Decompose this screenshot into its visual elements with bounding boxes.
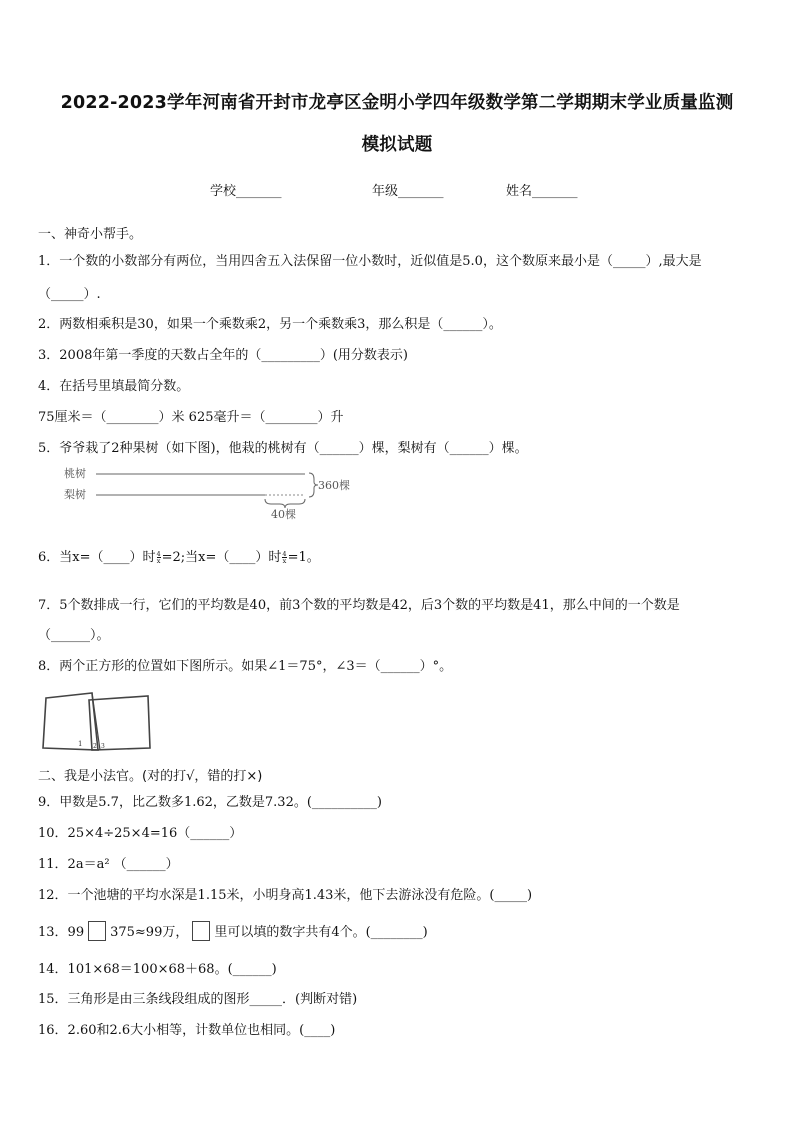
section1-heading: 一、神奇小帮手。 (38, 227, 143, 242)
question-4-subline: 75厘米＝（________）米 625毫升＝（________）升 (38, 410, 344, 425)
digit-blank-box[interactable] (88, 921, 106, 941)
name-field[interactable]: 姓名_______ (506, 184, 578, 199)
fruit-tree-diagram (60, 462, 370, 522)
question-14: 14．101×68＝100×68＋68。(______) (38, 962, 277, 977)
fraction-4-over-x: $\frac{4}{x}$ (156, 550, 161, 565)
question-7-line2: （______）。 (38, 628, 110, 643)
peach-tree-label: 桃树 (64, 467, 86, 480)
angle-3-label: 3 (101, 743, 105, 750)
school-field[interactable]: 学校_______ (210, 184, 282, 199)
difference-brace (265, 499, 305, 508)
question-5: 5．爷爷栽了2种果树（如下图)，他栽的桃树有（______）棵，梨树有（______）棵。 (38, 441, 528, 456)
question-4: 4．在括号里填最简分数。 (38, 379, 190, 394)
question-1-line1: 1．一个数的小数部分有两位，当用四舍五入法保留一位小数时，近似值是5.0，这个数原来最小是（_____）,最大是 (38, 254, 702, 269)
question-16: 16．2.60和2.6大小相等，计数单位也相同。(____) (38, 1023, 336, 1038)
question-15: 15．三角形是由三条线段组成的图形_____．(判断对错) (38, 992, 358, 1007)
question-3: 3．2008年第一季度的天数占全年的（_________）(用分数表示) (38, 348, 408, 363)
exam-title-line2: 模拟试题 (361, 135, 433, 155)
question-11: 11．2a＝a² （______） (38, 857, 179, 872)
exam-title-line1: 2022-2023学年河南省开封市龙亭区金明小学四年级数学第二学期期末学业质量监测 (60, 93, 734, 113)
total-trees-label: 360棵 (318, 479, 350, 492)
digit-blank-box-2[interactable] (192, 921, 210, 941)
question-7-line1: 7．5个数排成一行，它们的平均数是40，前3个数的平均数是42，后3个数的平均数是41，那么中间的一个数是 (38, 598, 680, 613)
fold-line (92, 693, 100, 750)
question-2: 2．两数相乘积是30，如果一个乘数乘2，另一个乘数乘3，那么积是（______）。 (38, 317, 502, 332)
question-9: 9．甲数是5.7，比乙数多1.62，乙数是7.32。(__________) (38, 795, 382, 810)
question-12: 12．一个池塘的平均水深是1.15米，小明身高1.43米，他下去游泳没有危险。(_____) (38, 888, 533, 903)
question-1-line2: （_____）. (38, 287, 101, 302)
pear-tree-label: 梨树 (64, 488, 86, 501)
fraction-4-over-x-2: $\frac{4}{x}$ (282, 550, 287, 565)
right-square (89, 696, 150, 750)
question-10: 10．25×4÷25×4=16（______） (38, 826, 243, 841)
total-brace (309, 473, 318, 497)
section2-heading: 二、我是小法官。(对的打√，错的打×) (38, 769, 263, 784)
angle-1-label: 1 (78, 740, 83, 748)
angle-2-label: 2 (93, 743, 97, 750)
question-6: 6．当x=（____）时 $\frac{4}{x}$ =2;当x=（____）时 $\frac{4}{x}$ =1。 (38, 550, 320, 565)
two-squares-diagram (40, 690, 155, 756)
question-8: 8．两个正方形的位置如下图所示。如果∠1＝75°，∠3＝（______）°。 (38, 659, 453, 674)
difference-label: 40棵 (271, 508, 296, 521)
grade-field[interactable]: 年级_______ (372, 184, 444, 199)
question-13: 13．99 375≈99万， 里可以填的数字共有4个。(________) (38, 921, 428, 941)
